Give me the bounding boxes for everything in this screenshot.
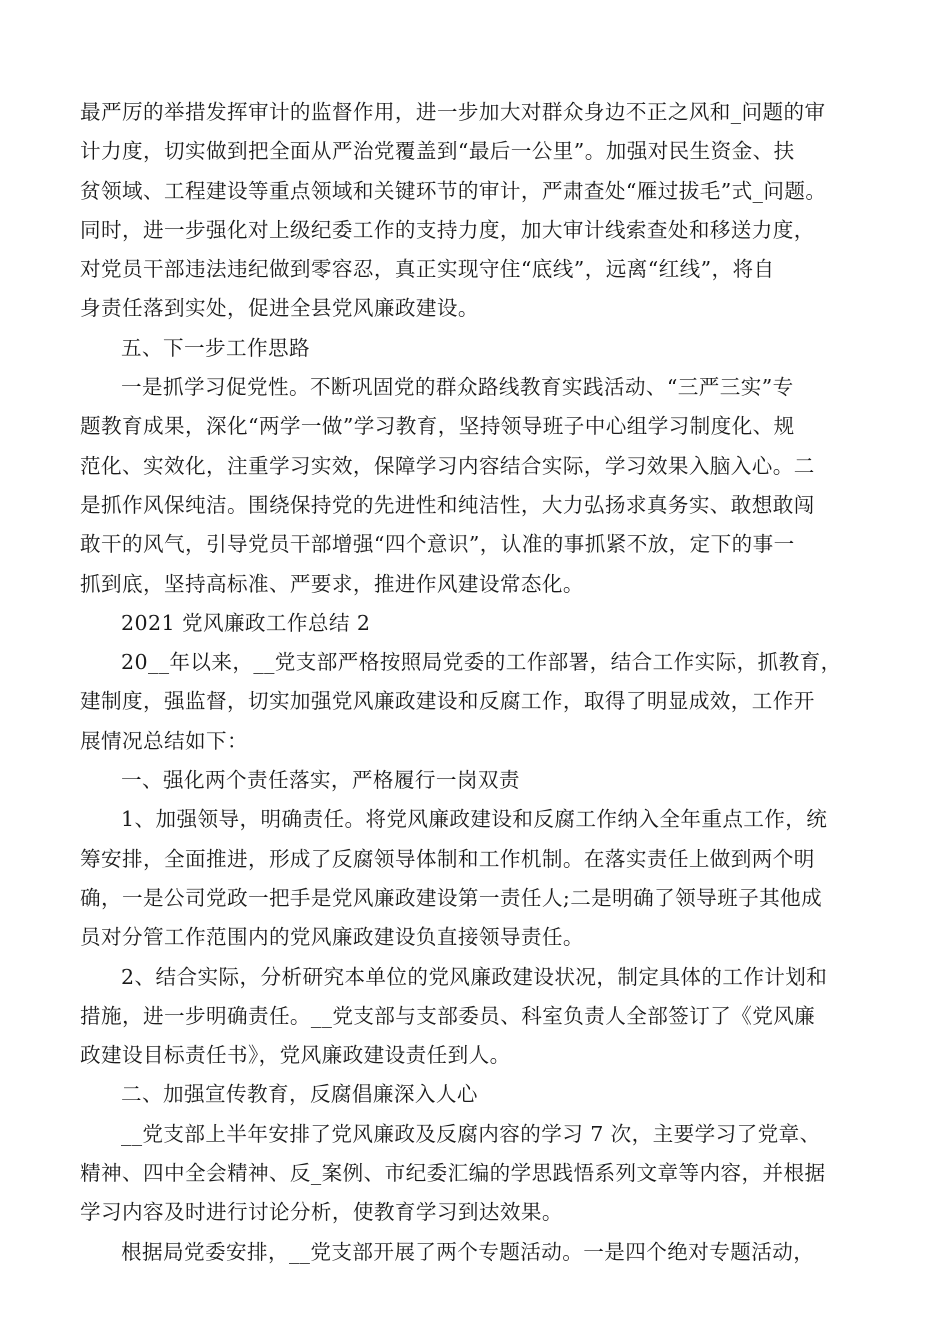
text-line: 身责任落到实处，促进全县党风廉政建设。 — [80, 296, 479, 321]
document-body — [80, 93, 880, 1272]
text-line: 最严厉的举措发挥审计的监督作用，进一步加大对群众身边不正之风和_问题的审 — [80, 100, 826, 124]
text-line: 20__年以来，__党支部严格按照局党委的工作部署，结合工作实际，抓教育， — [121, 650, 842, 675]
text-line: 2021 党风廉政工作总结 2 — [121, 610, 371, 635]
text-line: 确，一是公司党政一把手是党风廉政建设第一责任人;二是明确了领导班子其他成 — [80, 885, 823, 910]
text-line: 一是抓学习促党性。不断巩固党的群众路线教育实践活动、“三严三实”专 — [121, 375, 794, 400]
text-line: 筹安排，全面推进，形成了反腐领导体制和工作机制。在落实责任上做到两个明 — [80, 846, 815, 871]
text-line: 范化、实效化，注重学习实效，保障学习内容结合实际，学习效果入脑入心。二 — [80, 453, 815, 478]
text-line: 是抓作风保纯洁。围绕保持党的先进性和纯洁性，大力弘扬求真务实、敢想敢闯 — [80, 492, 815, 517]
text-line: 抓到底，坚持高标准、严要求，推进作风建设常态化。 — [80, 571, 584, 596]
text-line: 员对分管工作范围内的党风廉政建设负直接领导责任。 — [80, 925, 584, 950]
text-line: __党支部上半年安排了党风廉政及反腐内容的学习 7 次，主要学习了党章、 — [121, 1121, 821, 1146]
text-line: 展情况总结如下： — [80, 728, 248, 753]
text-line: 2、结合实际，分析研究本单位的党风廉政建设状况，制定具体的工作计划和 — [121, 964, 828, 989]
text-line: 措施，进一步明确责任。__党支部与支部委员、科室负责人全部签订了《党风廉 — [80, 1003, 816, 1028]
text-line: 题教育成果，深化“两学一做”学习教育，坚持领导班子中心组学习制度化、规 — [80, 414, 795, 439]
text-line: 同时，进一步强化对上级纪委工作的支持力度，加大审计线索查处和移送力度， — [80, 217, 815, 242]
text-line: 精神、四中全会精神、反_案例、市纪委汇编的学思践悟系列文章等内容，并根据 — [80, 1161, 826, 1186]
text-line: 二、加强宣传教育，反腐倡廉深入人心 — [121, 1082, 478, 1107]
text-line: 学习内容及时进行讨论分析，使教育学习到达效果。 — [80, 1200, 563, 1225]
text-line: 敢干的风气，引导党员干部增强“四个意识”，认准的事抓紧不放，定下的事一 — [80, 532, 795, 557]
text-line: 根据局党委安排，__党支部开展了两个专题活动。一是四个绝对专题活动， — [121, 1239, 815, 1264]
text-line: 五、下一步工作思路 — [121, 335, 310, 360]
text-line: 建制度，强监督，切实加强党风廉政建设和反腐工作，取得了明显成效，工作开 — [80, 689, 815, 714]
text-line: 计力度，切实做到把全面从严治党覆盖到“最后一公里”。加强对民生资金、扶 — [80, 139, 795, 164]
text-line: 1、加强领导，明确责任。将党风廉政建设和反腐工作纳入全年重点工作，统 — [121, 807, 828, 832]
text-line: 贫领域、工程建设等重点领域和关键环节的审计，严肃查处“雁过拔毛”式_问题。 — [80, 178, 827, 203]
text-line: 政建设目标责任书》，党风廉政建设责任到人。 — [80, 1043, 511, 1068]
text-line: 一、强化两个责任落实，严格履行一岗双责 — [121, 768, 520, 793]
text-line: 对党员干部违法违纪做到零容忍，真正实现守住“底线”，远离“红线”，将自 — [80, 257, 775, 282]
